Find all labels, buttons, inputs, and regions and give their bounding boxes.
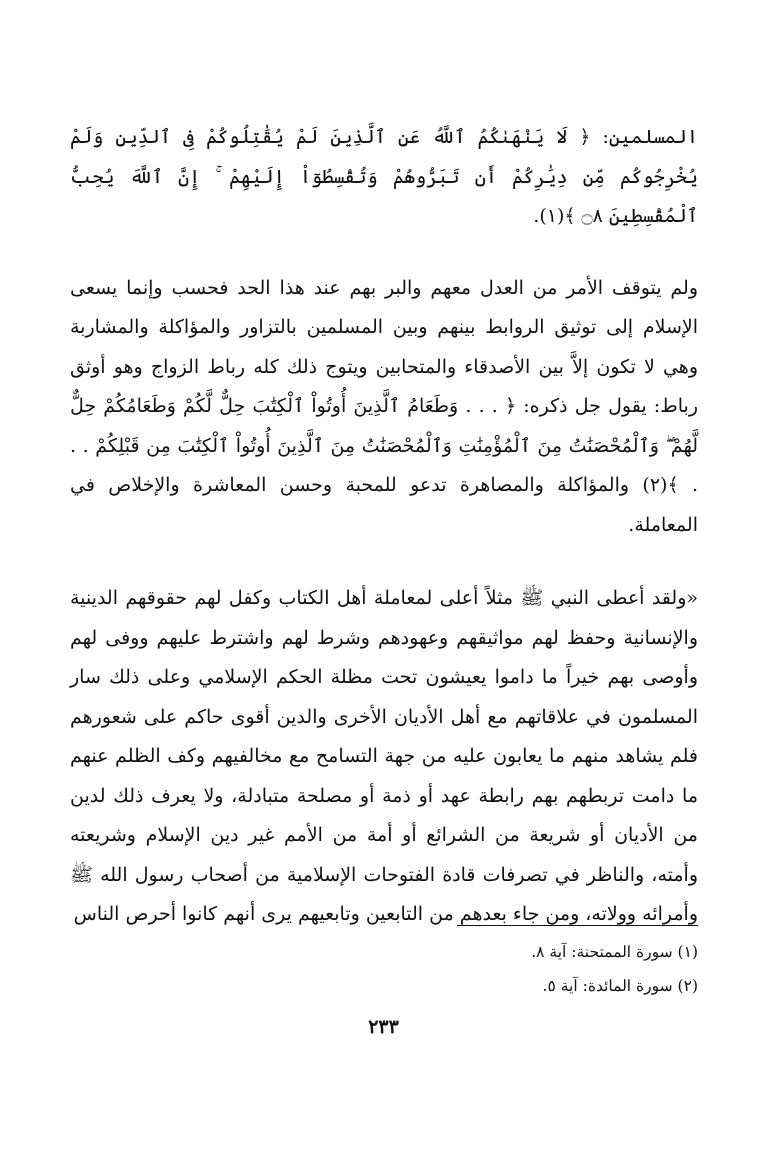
page-number: ٢٣٣ (368, 1016, 399, 1038)
paragraph-prophet-example: «ولقد أعطى النبي ﷺ مثلاً أعلى لمعاملة أهل الكتاب وكفل لهم حقوقهم الدينية والإنسانية وحفظ لهم مواثيقهم وعهودهم وشرط لهم واشترط عليهم ووفى لهم وأوصى بهم خيراً ما داموا يعيشون تحت مظلة الحكم الإسلامي وعلى ذلك سار المسلمون في علاقاتهم مع أهل الأديان الأخرى والدين أقوى حاكم على شعورهم فلم يشاهد منهم ما يعابون عليه من جهة التسامح مع مخالفيهم وكف الظلم عنهم ما دامت تربطهم بهم رابطة عهد أو ذمة أو مصلحة متبادلة، ولا يعرف ذلك لدين من الأديان أو شريعة من الشرائع أو أمة من الأمم غير دين الإسلام وشريعته وأمته، والناظر في تصرفات قادة الفتوحات الإسلامية من أصحاب رسول الله ﷺ وأمرائه وولاته، ومن جاء بعدهم من التابعين وتابعيهم يرى أنهم كانوا أحرص الناس (70, 587, 698, 925)
footnote-divider (457, 925, 698, 926)
footnote-1: (١) سورة الممتحنة: آية ٨. (531, 943, 698, 961)
paragraph-quran-mumtahana: المسلمين: ﴿ لَا يَنْهَىٰكُمُ ٱللَّهُ عَنِ ٱلَّذِينَ لَمْ يُقَٰتِلُوكُمْ فِى ٱلدِّينِ وَلَمْ يُخْرِجُوكُم مِّن دِيَٰرِكُمْ أَن تَبَرُّوهُمْ وَتُقْسِطُوٓاْ إِلَيْهِمْ ۚ إِنَّ ٱللَّهَ يُحِبُّ ٱلْمُقْسِطِينَ ۝٨ ﴾(١). (70, 126, 698, 227)
paragraph-relations: ولم يتوقف الأمر من العدل معهم والبر بهم عند هذا الحد فحسب وإنما يسعى الإسلام إلى توثيق الروابط بينهم وبين المسلمين بالتزاور والمؤاكلة والمشاربة وهي لا تكون إلاَّ بين الأصدقاء والمتحابين ويتوج ذلك كله رباط الزواج وهو أوثق رباط: يقول جل ذكره: ﴿ . . . وَطَعَامُ ٱلَّذِينَ أُوتُواْ ٱلْكِتَٰبَ حِلٌّ لَّكُمْ وَطَعَامُكُمْ حِلٌّ لَّهُمْ ۖ وَٱلْمُحْصَنَٰتُ مِنَ ٱلْمُؤْمِنَٰتِ وَٱلْمُحْصَنَٰتُ مِنَ ٱلَّذِينَ أُوتُواْ ٱلْكِتَٰبَ مِن قَبْلِكُمْ . . . ﴾(٢) والمؤاكلة والمصاهرة تدعو للمحبة وحسن المعاشرة والإخلاص في المعاملة. (70, 276, 698, 536)
footnote-2: (٢) سورة المائدة: آية ٥. (542, 977, 698, 995)
footnotes (298, 935, 698, 1003)
page-body (70, 118, 698, 935)
